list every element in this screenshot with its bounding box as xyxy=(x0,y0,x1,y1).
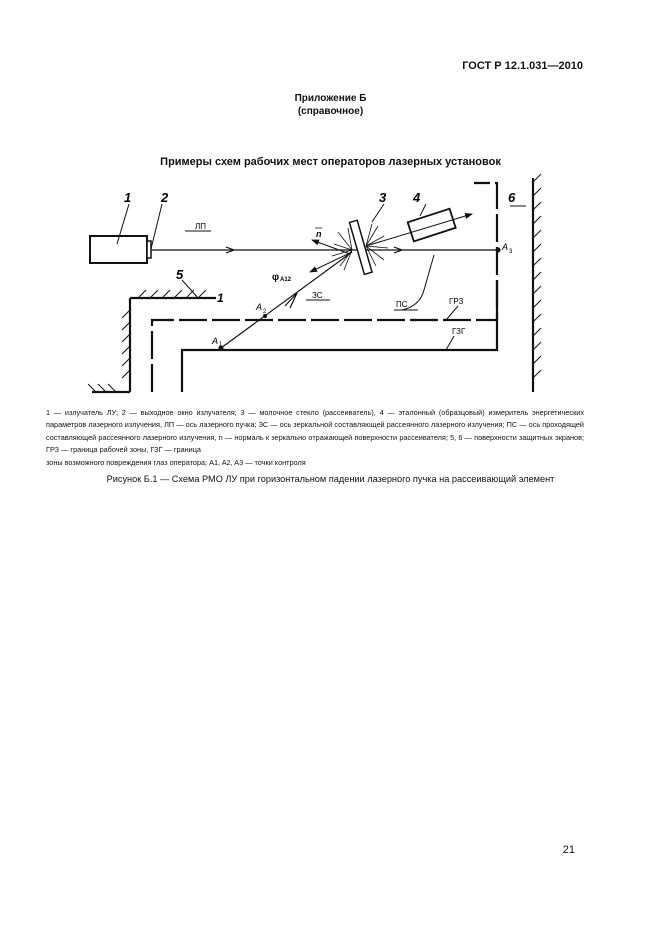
label-1-surface: 1 xyxy=(217,291,224,305)
leader-5 xyxy=(182,280,198,298)
label-a3-sub: 3 xyxy=(509,249,513,255)
label-a2: A xyxy=(256,302,263,312)
page-number: 21 xyxy=(562,844,575,856)
appendix-note: (справочное) xyxy=(297,106,364,117)
leader-4 xyxy=(420,204,426,216)
reference-meter xyxy=(408,209,456,242)
figure-caption: Рисунок Б.1 — Схема РМО ЛУ при горизонтальном падении лазерного пучка на рассеивающий элемент xyxy=(106,474,555,484)
figure-legend xyxy=(46,407,584,469)
label-gzg: ГЗГ xyxy=(452,327,466,336)
diffuser-glass xyxy=(349,220,372,274)
appendix-title: Приложение Б xyxy=(294,93,367,104)
mirror-component-axis xyxy=(221,252,352,348)
appendix-heading xyxy=(0,92,661,118)
leader-grz xyxy=(446,306,458,320)
protective-screen-6 xyxy=(533,174,541,392)
label-5: 5 xyxy=(176,267,184,282)
label-grz: ГРЗ xyxy=(449,297,464,306)
label-a2-sub: 2 xyxy=(263,309,267,315)
leader-gzg xyxy=(446,336,454,350)
label-a1-sub: 1 xyxy=(219,342,223,348)
label-ps: ПС xyxy=(396,300,408,309)
legend-text-end: зоны возможного повреждения глаз оператора; A1, A2, A3 — точки контроля xyxy=(46,457,306,467)
angle-marker xyxy=(310,252,352,272)
leader-2 xyxy=(151,204,162,249)
label-3: 3 xyxy=(379,190,387,205)
leader-3 xyxy=(372,204,384,222)
label-4: 4 xyxy=(413,190,421,205)
document-header: ГОСТ Р 12.1.031—2010 xyxy=(462,60,583,72)
label-phi-sub: A12 xyxy=(280,277,292,283)
label-a1: A xyxy=(212,336,219,346)
label-zs: ЗС xyxy=(312,291,323,300)
section-title: Примеры схем рабочих мест операторов лазерных установок xyxy=(160,156,501,168)
legend-text: 1 — излучатель ЛУ; 2 — выходное окно излучателя; 3 — молочное стекло (рассеиватель), 4 — эталонный (образцовый) измеритель энергетических параметров лазерного излучения, ЛП — ось лазерного пучка; ЗС — ось зеркальной составляющей рассеянного лазерного излучения; ПС — ось проходящей составляющей рассеянного лазерного излучения, n — нормаль к зеркально отражающей поверхности рассеивателя; 5, 6 — поверхности защитных экранов; ГРЗ — граница рабочей зоны, ГЗГ — граница xyxy=(46,408,584,455)
label-6: 6 xyxy=(508,190,516,205)
label-phi: φ xyxy=(272,272,280,283)
label-a3: A xyxy=(502,242,509,252)
output-window xyxy=(147,241,151,258)
label-normal-n: n xyxy=(316,229,322,239)
label-lp: ЛП xyxy=(195,222,206,231)
laser-workplace-diagram xyxy=(80,168,580,398)
label-1: 1 xyxy=(124,190,132,205)
label-2: 2 xyxy=(161,190,169,205)
normal-vector xyxy=(312,240,350,254)
